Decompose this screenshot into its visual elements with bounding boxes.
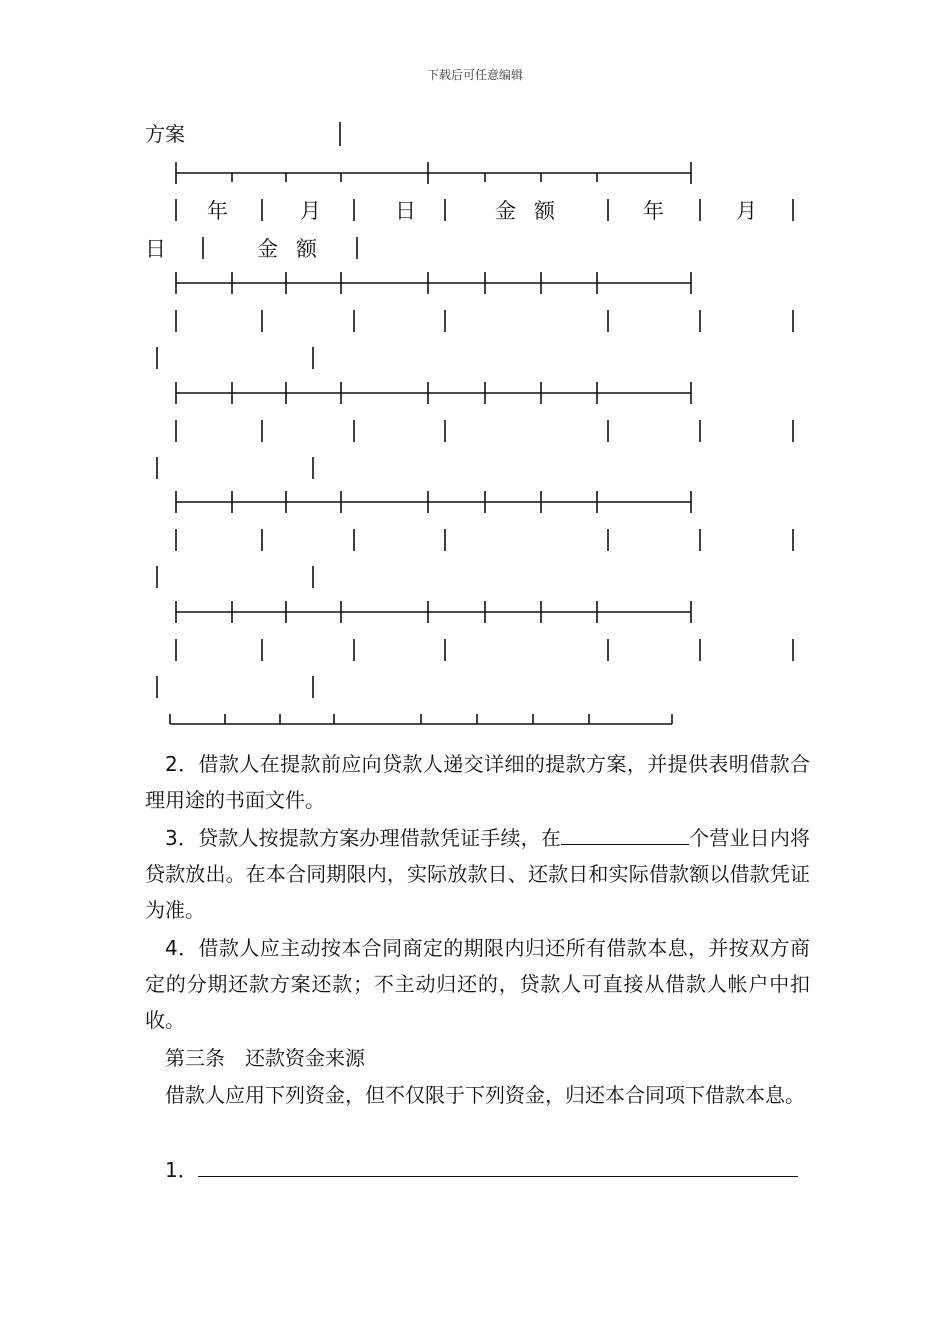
clause-2: 2．借款人在提款前应向贷款人递交详细的提款方案，并提供表明借款合理用途的书面文件。	[145, 752, 810, 812]
funding-item-1-blank	[198, 1158, 798, 1177]
header-day-2: 日	[145, 237, 184, 261]
header-amount-1: 金额	[495, 199, 573, 223]
header-month-2: 月	[736, 199, 775, 223]
header-year-1: 年	[207, 199, 246, 223]
plan-label: 方案	[145, 122, 185, 146]
page-header: 下载后可任意编辑	[426, 68, 523, 82]
table-lines	[145, 0, 810, 760]
business-days-blank	[561, 826, 689, 845]
header-day-1: 日	[395, 199, 434, 223]
header-year-2: 年	[643, 199, 682, 223]
clause-3-part-b: 个营业日内将贷款放出。在本合同期限内，实际放款日、还款日和实际借款额以借款凭证为准。	[145, 826, 810, 922]
clause-4: 4．借款人应主动按本合同商定的期限内归还所有借款本息，并按双方商定的分期还款方案还款；不主动归还的，贷款人可直接从借款人帐户中扣收。	[145, 936, 810, 1032]
clause-3-part-a: 3．贷款人按提款方案办理借款凭证手续，在	[165, 826, 562, 850]
article-3-body: 借款人应用下列资金，但不仅限于下列资金，归还本合同项下借款本息。	[165, 1083, 805, 1107]
header-month-1: 月	[300, 199, 339, 223]
repayment-plan-table	[145, 0, 810, 760]
clause-3	[145, 820, 810, 928]
article-3-title: 第三条 还款资金来源	[165, 1046, 365, 1070]
funding-item-1	[145, 1152, 810, 1188]
funding-item-1-label: 1．	[165, 1158, 198, 1182]
header-amount-2: 金额	[257, 237, 335, 261]
